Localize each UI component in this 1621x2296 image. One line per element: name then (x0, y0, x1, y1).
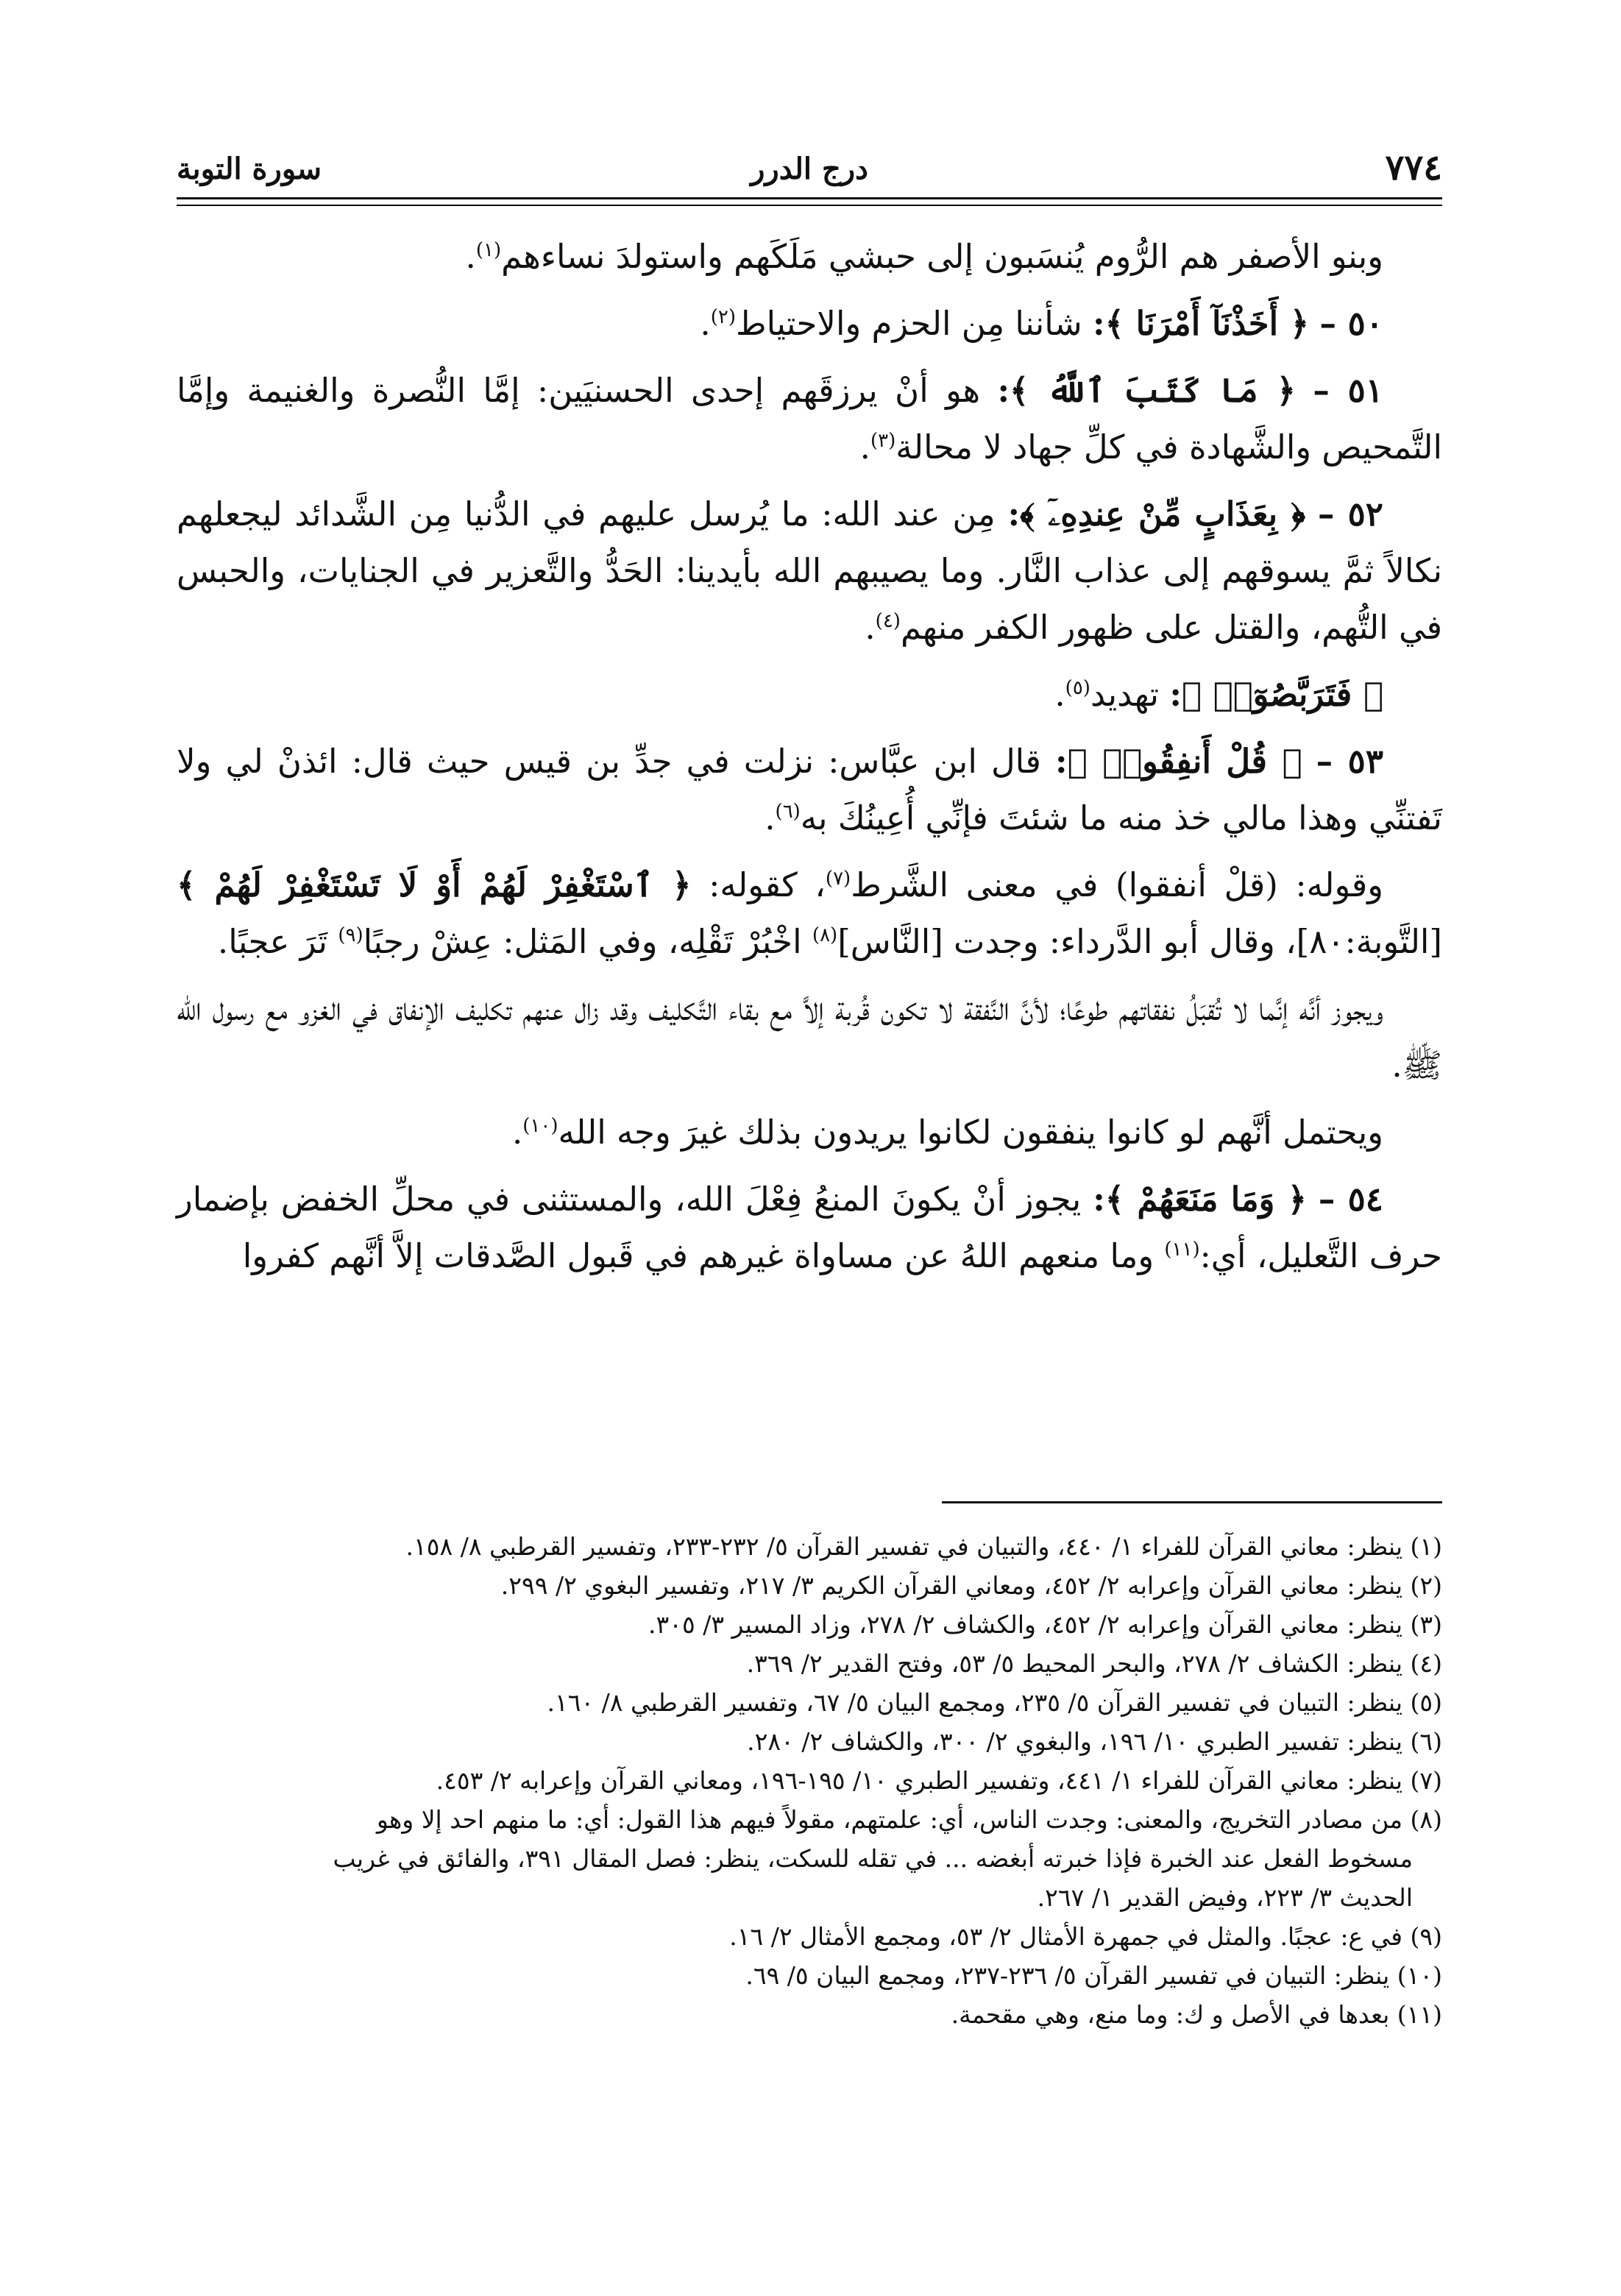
footnote-ref: (٧) (825, 868, 851, 890)
text-span: ويجوز أنَّه إنَّما لا تُقبَلُ نفقاتهم طوعًا؛ لأنَّ النَّفقة لا تكون قُربة إلاَّ مع بقاء التَّكليف وقد زال عنهم تكليف الإنفاق في الغزو مع رسول الله ﷺ. (177, 989, 1442, 1085)
text-span: تهديد (1090, 675, 1159, 714)
footnote: (٦) ينظر: تفسير الطبري ١٠/ ١٩٦، والبغوي ٢/ ٣٠٠، والكشاف ٢/ ٢٨٠. (747, 1727, 1442, 1756)
text-span: ويحتمل أنَّهم لو كانوا ينفقون لكانوا يريدون بذلك غيرَ وجه الله (558, 1113, 1383, 1152)
quran-quote: ﴿ ٱسْتَغْفِرْ لَهُمْ أَوْ لَا تَسْتَغْفِرْ لَهُمْ ﴾ (177, 865, 692, 904)
verse-number: ٥٢ – (1318, 495, 1383, 534)
footnote: (١٠) ينظر: التبيان في تفسير القرآن ٥/ ٢٣٦-٢٣٧، ومجمع البيان ٥/ ٦٩. (745, 1961, 1442, 1990)
text-span: وما منعهم اللهُ عن مساواة غيرهم في قَبول الصَّدقات إلاَّ أنَّهم كفروا (242, 1236, 1154, 1275)
footnote-ref: (٢) (710, 306, 736, 328)
running-header (177, 147, 1442, 199)
text-span: وبنو الأصفر هم الرُّوم يُنسَبون إلى حبشي مَلَكَهم واستولدَ نساءهم (501, 237, 1383, 276)
quran-quote: ﴿ بِعَذَابٍ مِّنْ عِندِهِۦٓ ﴾: (1007, 495, 1306, 534)
footnote: (٥) ينظر: التبيان في تفسير القرآن ٥/ ٢٣٥، ومجمع البيان ٥/ ٦٧، وتفسير القرطبي ٨/ ١٦٠. (547, 1688, 1442, 1717)
paragraph (177, 980, 1442, 1094)
footnotes (184, 1527, 1442, 2034)
footnote-continuation: الحديث ٣/ ٢٢٣، وفيض القدير ١/ ٢٦٧. (1037, 1883, 1413, 1912)
text-span: ، كقوله: (709, 865, 826, 904)
paragraph: ٥٣ – ﴿ قُلْ أَنفِقُوا۟ ﴾: قال ابن عبَّاس: نزلت في جدِّ بن قيس حيث قال: ائذنْ لي ولا تَفتنِّي وهذا مالي خذ منه ما شئتَ فإنِّي أُعِينُكَ به$^{(٦)}$. (177, 742, 1442, 837)
paragraph (177, 1171, 1442, 1284)
quran-quote: ﴿ وَمَا مَنَعَهُمْ ﴾: (1093, 1180, 1307, 1219)
quran-quote: ﴿ مَا كَتَبَ ٱللَّهُ ﴾: (997, 371, 1297, 410)
text-span: تَرَ عجبًا. (217, 922, 328, 961)
footnote-ref: (١١) (1164, 1239, 1200, 1261)
footnote: (٩) في ع: عجبًا. والمثل في جمهرة الأمثال ٢/ ٥٣، ومجمع الأمثال ٢/ ١٦. (729, 1922, 1442, 1951)
footnote: (٤) ينظر: الكشاف ٢/ ٢٧٨، والبحر المحيط ٥/ ٥٣، وفتح القدير ٢/ ٣٦٩. (746, 1649, 1442, 1678)
quran-quote: ﴿ فَتَرَبَّصُوٓا۟ ﴾: (1169, 675, 1383, 714)
verse-number: ٥٣ – (1316, 742, 1384, 781)
page-number: ٧٧٤ (1385, 147, 1442, 188)
text-span: [التَّوبة:٨٠]، وقال أبو الدَّرداء: وجدت [النَّاس] (837, 922, 1442, 961)
footnote-ref: (١) (475, 239, 502, 261)
footnote-ref: (٣) (870, 430, 896, 452)
footnote-separator (942, 1501, 1442, 1503)
footnote-ref: (٥) (1065, 677, 1090, 699)
footnote: (١١) بعدها في الأصل و ك: وما منع، وهي مقحمة. (951, 2000, 1442, 2029)
paragraph: ٥١ – ﴿ مَا كَتَبَ ٱللَّهُ ﴾: هو أنْ يرزقَهم إحدى الحسنيَين: إمَّا النُّصرة والغنيمة وإمَّا التَّمحيص والشَّهادة في كلِّ جهاد لا محالة$^{(٣)}$. (177, 371, 1442, 467)
paragraph: ٥٢ – ﴿ بِعَذَابٍ مِّنْ عِندِهِۦٓ ﴾: مِن عند الله: ما يُرسل عليهم في الدُّنيا مِن الشَّدائد ليجعلهم نكالاً ثمَّ يسوقهم إلى عذاب النَّار. وما يصيبهم الله بأيدينا: الحَدُّ والتَّعزير في الجنايات، والحبس في التُّهم، والقتل على ظهور الكفر منهم$^{(٤)}$. (177, 495, 1442, 647)
text-span: يجوز أنْ يكونَ المنعُ فِعْلَ الله، والمستثنى في محلِّ الخفض بإضمار حرف التَّعليل، أي: (177, 1180, 1442, 1275)
footnote: (٧) ينظر: معاني القرآن للفراء ١/ ٤٤١، وتفسير الطبري ١٠/ ١٩٥-١٩٦، ومعاني القرآن وإعرابه ٢/ ٤٥٣. (436, 1766, 1442, 1795)
verse-number: ٥١ – (1313, 371, 1383, 410)
surah-title: سورة التوبة (177, 152, 322, 186)
verse-number: ٥٠ – (1319, 304, 1383, 343)
footnote-ref: (٦) (775, 801, 801, 823)
text-span: هو أنْ يرزقَهم إحدى الحسنيَين: إمَّا النُّصرة والغنيمة وإمَّا التَّمحيص والشَّهادة في كلِّ جهاد لا محالة (177, 371, 1442, 467)
footnote: (١) ينظر: معاني القرآن للفراء ١/ ٤٤٠، والتبيان في تفسير القرآن ٥/ ٢٣٢-٢٣٣، وتفسير القرطبي ٨/ ١٥٨. (405, 1532, 1442, 1561)
paragraph: وبنو الأصفر هم الرُّوم يُنسَبون إلى حبشي مَلَكَهم واستولدَ نساءهم$^{(١)}$. (465, 237, 1383, 276)
paragraph: ويحتمل أنَّهم لو كانوا ينفقون لكانوا يريدون بذلك غيرَ وجه الله$^{(١٠)}$. (511, 1113, 1383, 1152)
text-span: قال ابن عبَّاس: نزلت في جدِّ بن قيس حيث قال: ائذنْ لي ولا تَفتنِّي وهذا مالي خذ منه ما شئتَ فإنِّي أُعِينُكَ به (177, 742, 1442, 837)
footnote-ref: (٤) (875, 610, 901, 632)
footnote: (٨) من مصادر التخريج، والمعنى: وجدت الناس، أي: علمتهم، مقولاً فيهم هذا القول: أي: ما منهم احد إلا وهو (376, 1805, 1442, 1834)
text-span: مِن عند الله: ما يُرسل عليهم في الدُّنيا مِن الشَّدائد ليجعلهم نكالاً ثمَّ يسوقهم إلى عذاب النَّار. وما يصيبهم الله بأيدينا: الحَدُّ والتَّعزير في الجنايات، والحبس في التُّهم، والقتل على ظهور الكفر منهم (177, 495, 1442, 647)
paragraph (177, 857, 1442, 970)
footnote-ref: (٩) (338, 924, 363, 946)
book-title: درج الدرر (751, 152, 868, 186)
footnote-ref: (١٠) (522, 1115, 558, 1137)
main-text (177, 228, 1442, 1294)
text-span: اخْبُرْ تَقْلِه، وفي المَثل: عِشْ رجبًا (363, 922, 802, 961)
quran-quote: ﴿ قُلْ أَنفِقُوا۟ ﴾: (1055, 742, 1302, 781)
verse-number: ٥٤ – (1318, 1180, 1383, 1219)
paragraph: ٥٠ – ﴿ أَخَذْنَآ أَمْرَنَا ﴾: شأننا مِن الحزم والاحتياط$^{(٢)}$. (700, 304, 1383, 343)
footnote: (٣) ينظر: معاني القرآن وإعرابه ٢/ ٤٥٢، والكشاف ٢/ ٢٧٨، وزاد المسير ٣/ ٣٠٥. (648, 1610, 1442, 1639)
paragraph: ﴿ فَتَرَبَّصُوٓا۟ ﴾: تهديد$^{(٥)}$. (1054, 675, 1383, 714)
text-span: وقوله: (قلْ أنفقوا) في معنى الشَّرط (851, 865, 1383, 904)
footnote: (٢) ينظر: معاني القرآن وإعرابه ٢/ ٤٥٢، ومعاني القرآن الكريم ٣/ ٢١٧، وتفسير البغوي ٢/ ٢٩٩. (500, 1571, 1442, 1600)
footnote-ref: (٨) (812, 924, 838, 946)
text-span: شأننا مِن الحزم والاحتياط (736, 304, 1082, 343)
quran-quote: ﴿ أَخَذْنَآ أَمْرَنَا ﴾: (1092, 304, 1310, 343)
footnote-continuation: مسخوط الفعل عند الخبرة فإذا خبرته أبغضه ... في تقله للسكت، ينظر: فصل المقال ٣٩١، والفائق في غريب (333, 1844, 1413, 1873)
